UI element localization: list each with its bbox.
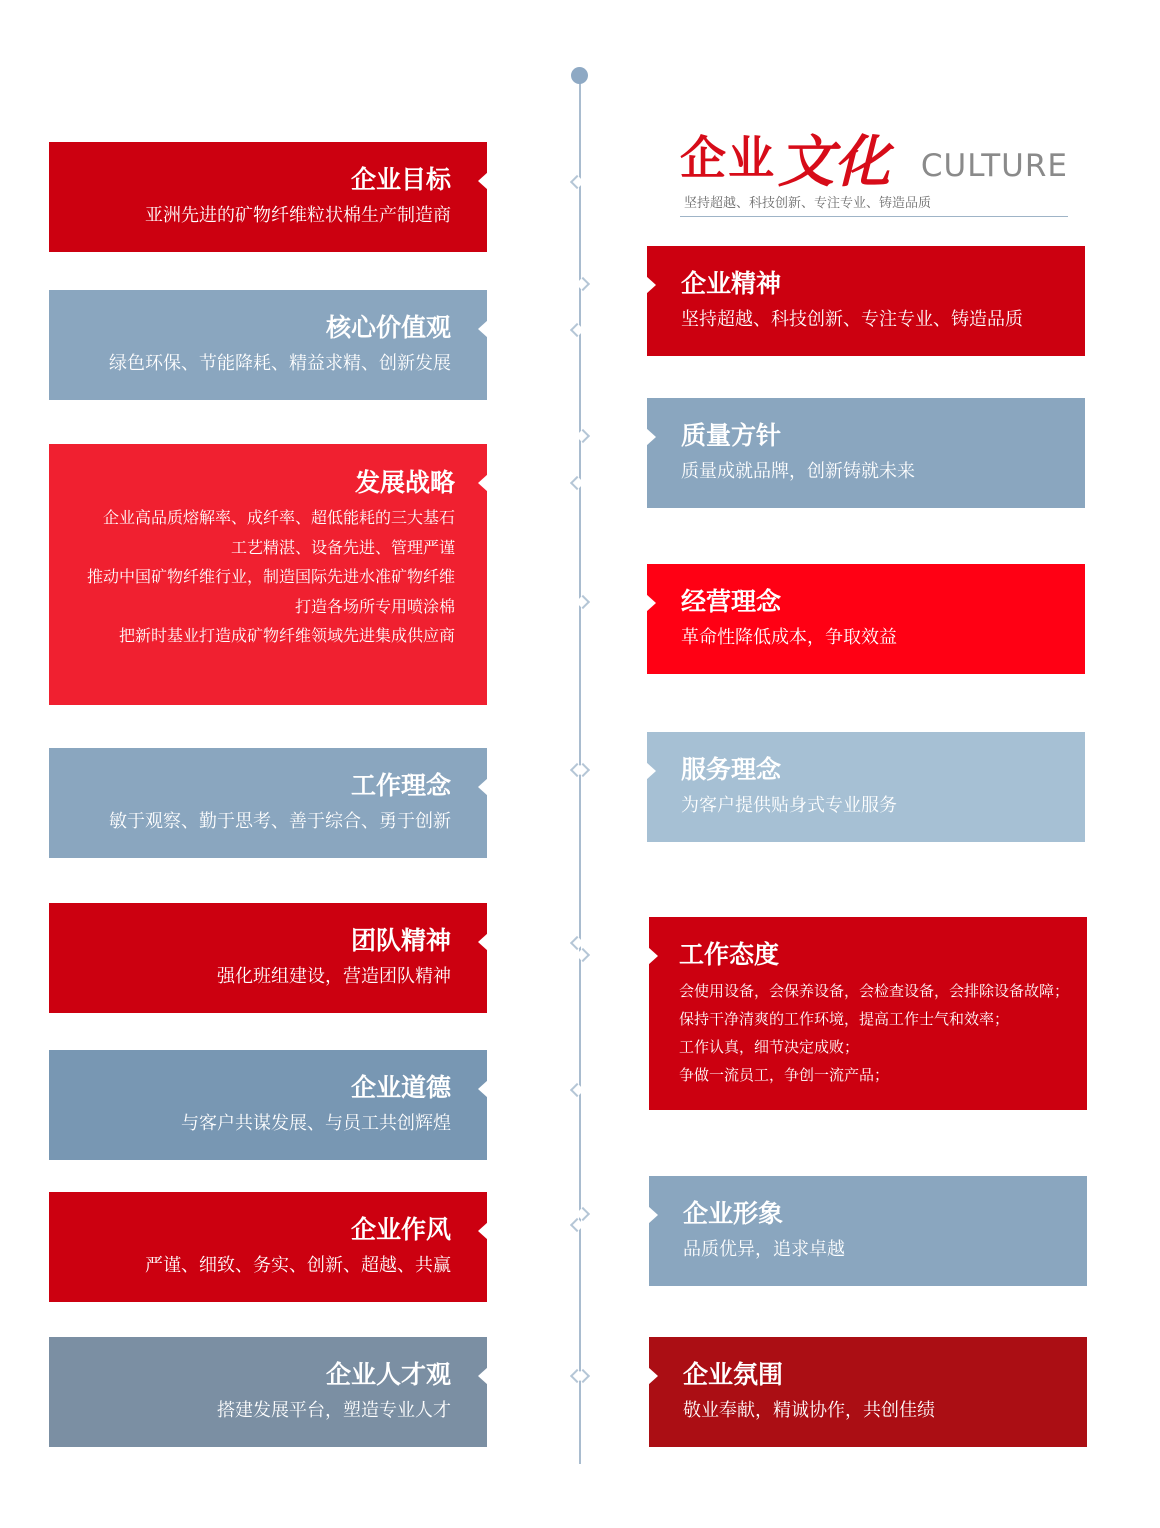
attitude-line: 工作认真，细节决定成败； — [679, 1038, 860, 1056]
strategy-line: 推动中国矿物纤维行业，制造国际先进水准矿物纤维 — [86, 567, 455, 586]
strategy-line: 工艺精湛、设备先进、管理严谨 — [230, 537, 455, 557]
card-enterprise-atmosphere — [649, 1337, 1087, 1447]
strategy-line: 把新时基业打造成矿物纤维领域先进集成供应商 — [118, 626, 455, 645]
card-work-attitude — [649, 917, 1087, 1110]
card-title: 企业作风 — [350, 1215, 451, 1244]
card-title: 工作理念 — [350, 771, 451, 800]
card-description: 革命性降低成本，争取效益 — [681, 627, 897, 648]
card-talent-view — [49, 1337, 487, 1447]
card-team-spirit — [49, 903, 487, 1013]
card-description: 亚洲先进的矿物纤维粒状棉生产制造商 — [145, 205, 451, 226]
attitude-line: 会使用设备，会保养设备，会检查设备，会排除设备故障； — [679, 982, 1070, 1000]
card-description: 质量成就品牌，创新铸就未来 — [681, 461, 915, 482]
card-enterprise-image — [649, 1176, 1087, 1286]
header-underline — [680, 216, 1068, 217]
card-core-values — [49, 290, 487, 400]
attitude-line: 保持干净清爽的工作环境，提高工作士气和效率； — [679, 1010, 1010, 1028]
culture-header — [680, 118, 1068, 220]
attitude-line: 争做一流员工，争创一流产品； — [679, 1066, 890, 1084]
card-title: 企业形象 — [683, 1199, 784, 1228]
header-title-accent: 文化 — [778, 129, 890, 195]
card-description: 绿色环保、节能降耗、精益求精、创新发展 — [109, 353, 451, 374]
card-description: 搭建发展平台，塑造专业人才 — [217, 1400, 451, 1421]
card-title: 企业道德 — [350, 1073, 451, 1102]
card-lines — [49, 503, 455, 651]
card-service-philosophy — [647, 732, 1085, 842]
card-description: 品质优异，追求卓越 — [683, 1239, 845, 1260]
card-enterprise-spirit — [647, 246, 1085, 356]
card-title: 企业目标 — [350, 165, 451, 194]
card-title: 工作态度 — [679, 940, 780, 969]
card-description: 为客户提供贴身式专业服务 — [681, 795, 897, 816]
card-work-philosophy — [49, 748, 487, 858]
card-title: 服务理念 — [681, 755, 782, 784]
timeline-tick — [570, 175, 584, 189]
card-description: 敬业奉献，精诚协作，共创佳绩 — [683, 1400, 935, 1421]
card-enterprise-ethics — [49, 1050, 487, 1160]
timeline-tick — [570, 1083, 584, 1097]
timeline-tick — [570, 476, 584, 490]
strategy-line: 打造各场所专用喷涂棉 — [294, 596, 455, 616]
card-title: 核心价值观 — [325, 313, 451, 342]
card-lines — [679, 977, 1087, 1089]
card-title: 企业人才观 — [325, 1360, 451, 1389]
header-title-english: CULTURE — [920, 148, 1068, 184]
strategy-line: 企业高品质熔解率、成纤率、超低能耗的三大基石 — [102, 508, 455, 527]
card-description: 与客户共谋发展、与员工共创辉煌 — [181, 1113, 451, 1134]
card-enterprise-style — [49, 1192, 487, 1302]
header-title-main: 企业 — [680, 131, 776, 185]
card-title: 企业氛围 — [683, 1360, 784, 1389]
card-title: 团队精神 — [350, 926, 451, 955]
timeline-tick — [570, 323, 584, 337]
card-enterprise-goal — [49, 142, 487, 252]
card-title: 发展战略 — [354, 468, 455, 497]
timeline-top-dot — [571, 67, 588, 84]
card-business-philosophy — [647, 564, 1085, 674]
card-title: 经营理念 — [681, 587, 782, 616]
card-title: 质量方针 — [681, 421, 782, 450]
card-description: 严谨、细致、务实、创新、超越、共赢 — [145, 1255, 451, 1276]
card-description: 坚持超越、科技创新、专注专业、铸造品质 — [681, 309, 1023, 330]
card-description: 敏于观察、勤于思考、善于综合、勇于创新 — [109, 811, 451, 832]
header-subtitle: 坚持超越、科技创新、专注专业、铸造品质 — [684, 196, 932, 211]
card-development-strategy — [49, 444, 487, 705]
card-description: 强化班组建设，营造团队精神 — [217, 966, 451, 987]
card-quality-policy — [647, 398, 1085, 508]
card-title: 企业精神 — [681, 269, 782, 298]
